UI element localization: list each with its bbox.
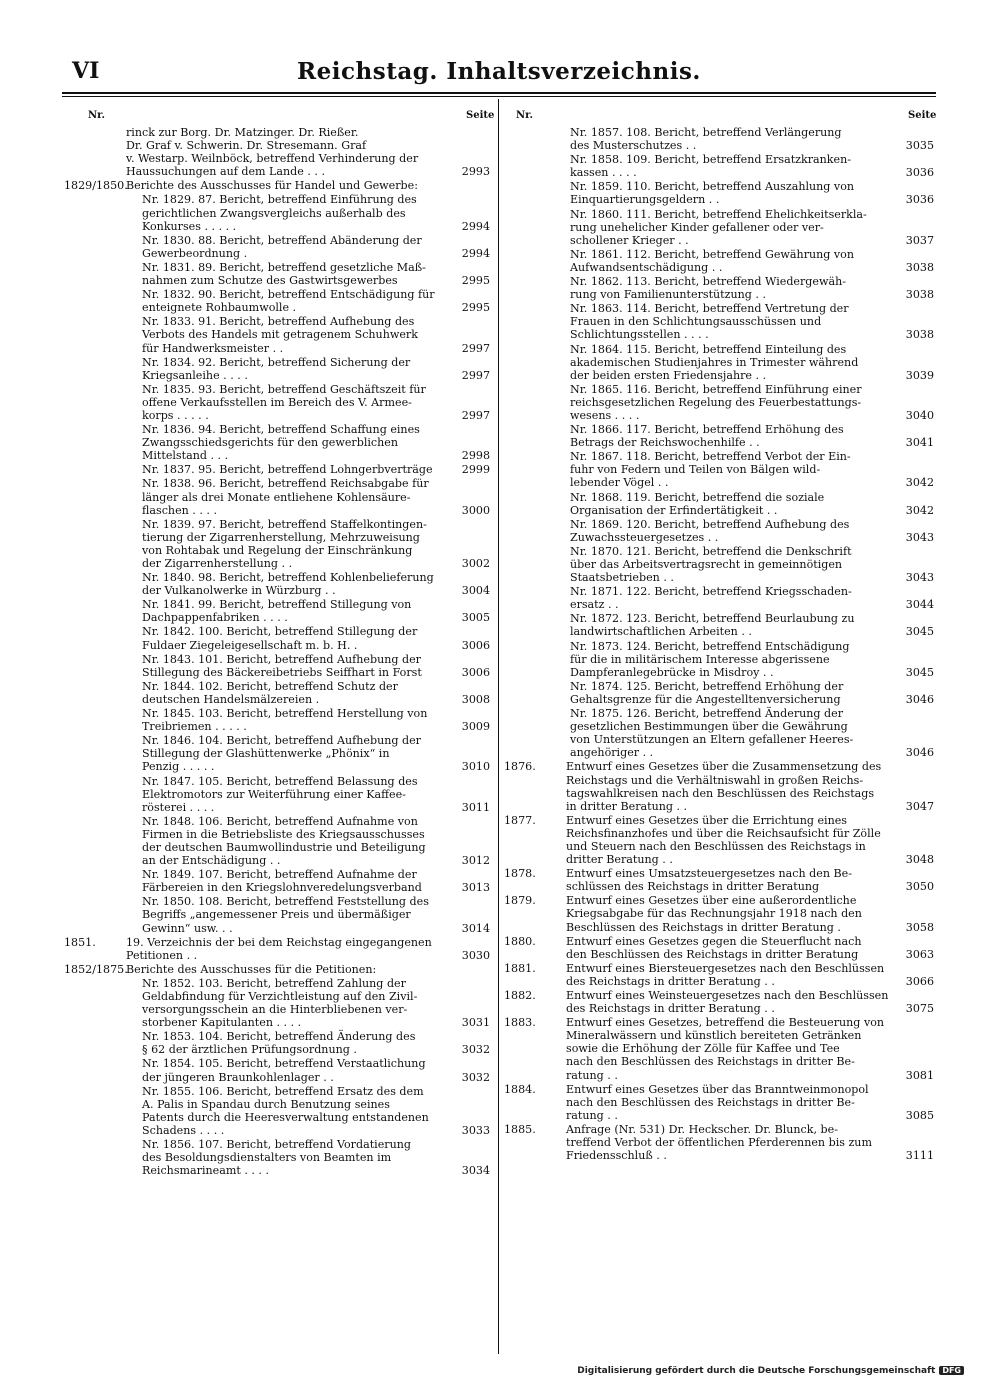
- entry-page-number: 2997: [450, 342, 490, 355]
- entry-page-number: 3058: [894, 921, 934, 934]
- entry-text: Entwurf eines Gesetzes über das Branntweinmonopol nach den Beschlüssen des Reichstags in dritter Be- ratung . .: [566, 1082, 869, 1122]
- page-header: [62, 56, 936, 92]
- entry-number: 1829/1850.: [64, 179, 128, 193]
- entry-text: Nr. 1848. 106. Bericht, betreffend Aufnahme von Firmen in die Betriebsliste des Kriegsausschusses der deutschen Baumwollindustrie und Beteiligung an der Entschädigung . .: [142, 814, 426, 868]
- entry-text: Nr. 1862. 113. Bericht, betreffend Wiedergewäh- rung von Familienunterstützung . .: [570, 275, 846, 302]
- entry-page-number: 3039: [894, 369, 934, 382]
- entry-text: Anfrage (Nr. 531) Dr. Heckscher. Dr. Blunck, be- treffend Verbot der öffentlichen Pferderennen bis zum Friedensschluß . .: [566, 1122, 872, 1163]
- entry-text: Nr. 1865. 116. Bericht, betreffend Einführung einer reichsgesetzlichen Regelung des Feuerbestattungs- wesens . . . .: [570, 382, 862, 422]
- entry-text: Nr. 1860. 111. Bericht, betreffend Ehelichkeitserkla- rung unehelicher Kinder gefallener oder ver- schollener Krieger . .: [570, 207, 867, 247]
- entry-page-number: 2997: [450, 369, 490, 382]
- entry-text: Nr. 1834. 92. Bericht, betreffend Sicherung der Kriegsanleihe . . . .: [142, 355, 411, 382]
- entry-text: Nr. 1866. 117. Bericht, betreffend Erhöhung des Betrags der Reichswochenhilfe . .: [570, 423, 844, 450]
- toc-entry: [504, 208, 934, 247]
- entry-text: Berichte des Ausschusses für Handel und Gewerbe:: [126, 179, 418, 193]
- entry-text: Entwurf eines Gesetzes, betreffend die Besteuerung von Mineralwässern und künstlich bereiteten Getränken sowie die Erhöhung der Zölle für Kaffee und Tee nach den Beschlüssen des Reichstags in dritter Be- ratung . .: [566, 1016, 885, 1082]
- entry-text: Nr. 1835. 93. Bericht, betreffend Geschäftszeit für offene Verkaufsstellen im Bereich des V. Armee- korps . . . . .: [142, 382, 426, 422]
- entry-page-number: 3002: [450, 557, 490, 570]
- entry-number: 1881.: [504, 961, 536, 975]
- entry-page-number: 3046: [894, 693, 934, 706]
- entry-page-number: 3042: [894, 504, 934, 517]
- toc-entry: [64, 126, 490, 178]
- toc-entry: [64, 518, 490, 570]
- entry-page-number: 3009: [450, 720, 490, 733]
- toc-entry: [504, 383, 934, 422]
- toc-entry: [64, 315, 490, 354]
- entry-page-number: 3031: [450, 1016, 490, 1029]
- entry-page-number: 3010: [450, 760, 490, 773]
- toc-entry: [64, 598, 490, 624]
- entry-text: Nr. 1864. 115. Bericht, betreffend Einteilung des akademischen Studienjahres in Trimester während der beiden ersten Friedensjahre . .: [570, 342, 859, 382]
- entry-page-number: 3012: [450, 854, 490, 867]
- entry-number: 1878.: [504, 867, 536, 881]
- entry-page-number: 2999: [450, 463, 490, 476]
- toc-entry: [64, 895, 490, 934]
- entry-text: Nr. 1847. 105. Bericht, betreffend Belassung des Elektromotors zur Weiterführung einer Kaffee- rösterei . . . .: [142, 774, 418, 814]
- entry-text: Entwurf eines Gesetzes über die Zusammensetzung des Reichstags und die Verhältniswahl in großen Reichs- tagswahlkreisen nach den Beschlüssen des Reichstags in dritter Beratung . .: [566, 760, 882, 813]
- entry-text: Nr. 1853. 104. Bericht, betreffend Änderung des § 62 der ärztlichen Prüfungsordnung .: [142, 1030, 416, 1057]
- entry-page-number: 3040: [894, 409, 934, 422]
- entry-text: Nr. 1843. 101. Bericht, betreffend Aufhebung der Stillegung des Bäckereibetriebs Seiffhart in Forst: [142, 652, 422, 679]
- dfg-logo: DFG: [939, 1366, 964, 1375]
- entry-page-number: 3081: [894, 1069, 934, 1082]
- toc-entry: [64, 193, 490, 232]
- entry-text: Entwurf eines Weinsteuergesetzes nach den Beschlüssen des Reichstags in dritter Beratung . .: [566, 989, 889, 1016]
- toc-entry: [64, 288, 490, 314]
- entry-text: Nr. 1867. 118. Bericht, betreffend Verbot der Ein- fuhr von Federn und Teilen von Bälgen wild- lebender Vögel . .: [570, 450, 851, 490]
- entry-text: Nr. 1841. 99. Bericht, betreffend Stillegung von Dachpappenfabriken . . . .: [142, 598, 412, 625]
- left-column: [64, 126, 490, 1178]
- entry-page-number: 3036: [894, 193, 934, 206]
- entry-text: Nr. 1850. 108. Bericht, betreffend Feststellung des Begriffs „angemessener Preis und übermäßiger Gewinn“ usw. . .: [142, 895, 429, 935]
- toc-entry: [64, 680, 490, 706]
- toc-entry: [504, 275, 934, 301]
- toc-entry: [504, 302, 934, 341]
- entry-page-number: 3011: [450, 801, 490, 814]
- toc-entry: [64, 1030, 490, 1056]
- toc-entry: [504, 989, 934, 1015]
- entry-text: Entwurf eines Gesetzes gegen die Steuerflucht nach den Beschlüssen des Reichstags in dritter Beratung: [566, 934, 862, 961]
- entry-page-number: 2998: [450, 449, 490, 462]
- toc-entry: [64, 936, 490, 962]
- toc-entry: [64, 868, 490, 894]
- entry-text: Nr. 1839. 97. Bericht, betreffend Staffelkontingen- tierung der Zigarrenherstellung, Mehrzuweisung von Rohtabak und Regelung der Einschränkung der Zigarrenherstellung . .: [142, 517, 427, 570]
- entry-page-number: 3033: [450, 1124, 490, 1137]
- toc-entry: [504, 248, 934, 274]
- toc-entry: [504, 491, 934, 517]
- entry-text: Nr. 1854. 105. Bericht, betreffend Verstaatlichung der jüngeren Braunkohlenlager . .: [142, 1057, 426, 1084]
- entry-number: 1851.: [64, 935, 96, 949]
- entry-text: Nr. 1832. 90. Bericht, betreffend Entschädigung für enteignete Rohbaumwolle .: [142, 288, 435, 315]
- entry-text: Nr. 1870. 121. Bericht, betreffend die Denkschrift über das Arbeitsvertragsrecht in gemeinnötigen Staatsbetrieben . .: [570, 544, 852, 585]
- toc-entry: [64, 356, 490, 382]
- entry-page-number: 3038: [894, 261, 934, 274]
- toc-entry: [504, 612, 934, 638]
- entry-number: 1883.: [504, 1016, 536, 1030]
- toc-entry: [64, 234, 490, 260]
- entry-page-number: 3004: [450, 584, 490, 597]
- toc-entry: [504, 640, 934, 679]
- entry-page-number: 3042: [894, 476, 934, 489]
- entry-page-number: 3030: [450, 949, 490, 962]
- entry-text: Nr. 1829. 87. Bericht, betreffend Einführung des gerichtlichen Zwangsvergleichs außerhalb des Konkurses . . . . .: [142, 193, 417, 233]
- entry-number: 1885.: [504, 1122, 536, 1136]
- toc-entry: [64, 963, 490, 976]
- entry-text: Nr. 1852. 103. Bericht, betreffend Zahlung der Geldabfindung für Verzichtleistung auf den Zivil- versorgungsschein an die Hinterbliebenen ver- storbener Kapitulanten . . . .: [142, 976, 418, 1030]
- entry-page-number: 3036: [894, 166, 934, 179]
- entry-text: Nr. 1837. 95. Bericht, betreffend Lohngerbverträge: [142, 463, 433, 477]
- toc-entry: [64, 653, 490, 679]
- entry-text: Nr. 1874. 125. Bericht, betreffend Erhöhung der Gehaltsgrenze für die Angestelltenversicherung: [570, 679, 844, 706]
- entry-page-number: 3000: [450, 504, 490, 517]
- column-divider: [498, 99, 499, 1354]
- left-seite-label: Seite: [466, 110, 495, 121]
- entry-text: Nr. 1873. 124. Bericht, betreffend Entschädigung für die in militärischem Interesse abgerissene Dampferanlegebrücke in Misdroy . .: [570, 639, 850, 679]
- footer-credit: [577, 1366, 964, 1376]
- entry-text: Nr. 1868. 119. Bericht, betreffend die soziale Organisation der Erfindertätigkeit . .: [570, 490, 825, 517]
- entry-page-number: 3046: [894, 746, 934, 759]
- entry-text: Entwurf eines Biersteuergesetzes nach den Beschlüssen des Reichstags in dritter Beratung . .: [566, 961, 885, 988]
- toc-entry: [64, 707, 490, 733]
- entry-text: Entwurf eines Gesetzes über eine außerordentliche Kriegsabgabe für das Rechnungsjahr 1918 nach den Beschlüssen des Reichstags in dritter Beratung .: [566, 894, 862, 934]
- entry-text: Nr. 1863. 114. Bericht, betreffend Vertretung der Frauen in den Schlichtungsausschüssen und Schlichtungsstellen . . . .: [570, 302, 849, 342]
- entry-text: Nr. 1838. 96. Bericht, betreffend Reichsabgabe für länger als drei Monate entliehene Kohlensäure- flaschen . . . .: [142, 477, 429, 517]
- toc-entry: [64, 775, 490, 814]
- toc-entry: [64, 261, 490, 287]
- toc-entry: [64, 1138, 490, 1177]
- left-nr-label: Nr.: [88, 110, 105, 121]
- toc-entry: [504, 1016, 934, 1081]
- entry-text: Nr. 1871. 122. Bericht, betreffend Kriegsschaden- ersatz . .: [570, 585, 852, 612]
- entry-page-number: 3037: [894, 234, 934, 247]
- toc-entry: [504, 935, 934, 961]
- entry-page-number: 3032: [450, 1043, 490, 1056]
- entry-text: Nr. 1840. 98. Bericht, betreffend Kohlenbelieferung der Vulkanolwerke in Würzburg . .: [142, 571, 434, 598]
- toc-entry: [504, 126, 934, 152]
- entry-number: 1880.: [504, 934, 536, 948]
- entry-text: Nr. 1857. 108. Bericht, betreffend Verlängerung des Musterschutzes . .: [570, 126, 842, 153]
- entry-text: Nr. 1861. 112. Bericht, betreffend Gewährung von Aufwandsentschädigung . .: [570, 247, 855, 274]
- entry-page-number: 3038: [894, 328, 934, 341]
- header-rule-top: [62, 92, 936, 94]
- toc-entry: [64, 1085, 490, 1137]
- entry-page-number: 2997: [450, 409, 490, 422]
- entry-number: 1882.: [504, 989, 536, 1002]
- toc-entry: [504, 894, 934, 933]
- toc-entry: [504, 962, 934, 988]
- entry-page-number: 3111: [894, 1149, 934, 1162]
- entry-number: 1852/1875.: [64, 962, 128, 976]
- toc-entry: [504, 545, 934, 584]
- toc-entry: [64, 625, 490, 651]
- entry-page-number: 3043: [894, 571, 934, 584]
- entry-text: Nr. 1844. 102. Bericht, betreffend Schutz der deutschen Handelsmälzereien .: [142, 679, 398, 706]
- toc-entry: [504, 707, 934, 759]
- entry-page-number: 2994: [450, 220, 490, 233]
- entry-text: Nr. 1836. 94. Bericht, betreffend Schaffung eines Zwangsschiedsgerichts für den gewerblichen Mittelstand . . .: [142, 423, 420, 463]
- entry-page-number: 3006: [450, 666, 490, 679]
- entry-page-number: 3006: [450, 639, 490, 652]
- footer-text: Digitalisierung gefördert durch die Deutsche Forschungsgemeinschaft: [577, 1366, 936, 1376]
- toc-entry: [64, 977, 490, 1029]
- entry-page-number: 3034: [450, 1164, 490, 1177]
- toc-entry: [504, 1123, 934, 1162]
- entry-page-number: 3038: [894, 288, 934, 301]
- toc-entry: [64, 383, 490, 422]
- entry-page-number: 3035: [894, 139, 934, 152]
- entry-page-number: 2993: [450, 165, 490, 178]
- entry-text: Nr. 1831. 89. Bericht, betreffend gesetzliche Maß- nahmen zum Schutze des Gastwirtsgewerbes: [142, 260, 426, 288]
- entry-text: Nr. 1869. 120. Bericht, betreffend Aufhebung des Zuwachssteuergesetzes . .: [570, 517, 850, 544]
- right-column: [504, 126, 934, 1163]
- entry-text: Berichte des Ausschusses für die Petitionen:: [126, 962, 377, 976]
- entry-text: Nr. 1830. 88. Bericht, betreffend Abänderung der Gewerbeordnung .: [142, 233, 422, 260]
- toc-entry: [504, 814, 934, 866]
- toc-entry: [504, 1083, 934, 1122]
- entry-page-number: 2994: [450, 247, 490, 260]
- page-number: VI: [72, 58, 100, 84]
- entry-page-number: 3044: [894, 598, 934, 611]
- entry-number: 1877.: [504, 813, 536, 827]
- toc-entry: [504, 343, 934, 382]
- entry-text: Nr. 1846. 104. Bericht, betreffend Aufhebung der Stillegung der Glashüttenwerke „Phönix“ in Penzig . . . . .: [142, 734, 421, 774]
- entry-page-number: 3048: [894, 853, 934, 866]
- entry-page-number: 3005: [450, 611, 490, 624]
- entry-text: Nr. 1855. 106. Bericht, betreffend Ersatz des dem A. Palis in Spandau durch Benutzung seines Patents durch die Heeresverwaltung entstandenen Schadens . . . .: [142, 1084, 429, 1137]
- header-rule-bottom: [62, 96, 936, 97]
- entry-text: Nr. 1842. 100. Bericht, betreffend Stillegung der Fuldaer Ziegeleigesellschaft m. b. H. .: [142, 625, 418, 652]
- entry-text: Nr. 1849. 107. Bericht, betreffend Aufnahme der Färbereien in den Kriegslohnveredelungsverband: [142, 868, 422, 895]
- toc-entry: [504, 760, 934, 812]
- toc-entry: [504, 153, 934, 179]
- entry-page-number: 3085: [894, 1109, 934, 1122]
- toc-entry: [504, 518, 934, 544]
- page-title: Reichstag. Inhaltsverzeichnis.: [297, 58, 701, 85]
- toc-entry: [504, 585, 934, 611]
- entry-page-number: 2995: [450, 301, 490, 314]
- entry-page-number: 3013: [450, 881, 490, 894]
- entry-text: rinck zur Borg. Dr. Matzinger. Dr. Rießer. Dr. Graf v. Schwerin. Dr. Stresemann. Graf v. Westarp. Weilnböck, betreffend Verhinderung der Haussuchungen auf dem Lande . . .: [126, 126, 419, 179]
- entry-number: 1884.: [504, 1082, 536, 1096]
- toc-entry: [64, 815, 490, 867]
- entry-page-number: 3045: [894, 666, 934, 679]
- toc-entry: [64, 571, 490, 597]
- entry-page-number: 3047: [894, 800, 934, 813]
- entry-page-number: 3032: [450, 1071, 490, 1084]
- entry-text: Nr. 1856. 107. Bericht, betreffend Vordatierung des Besoldungsdienstalters von Beamten im Reichsmarineamt . . . .: [142, 1138, 411, 1178]
- entry-text: Nr. 1845. 103. Bericht, betreffend Herstellung von Treibriemen . . . . .: [142, 707, 428, 734]
- entry-text: Nr. 1833. 91. Bericht, betreffend Aufhebung des Verbots des Handels mit getragenem Schuhwerk für Handwerksmeister . .: [142, 315, 418, 355]
- toc-entry: [64, 1057, 490, 1083]
- entry-page-number: 3043: [894, 531, 934, 544]
- toc-entry: [64, 179, 490, 192]
- entry-text: Entwurf eines Umsatzsteuergesetzes nach den Be- schlüssen des Reichstags in dritter Beratung: [566, 867, 852, 894]
- entry-text: Nr. 1859. 110. Bericht, betreffend Auszahlung von Einquartierungsgeldern . .: [570, 180, 855, 207]
- toc-entry: [64, 463, 490, 476]
- entry-page-number: 3041: [894, 436, 934, 449]
- toc-entry: [64, 734, 490, 773]
- entry-text: Nr. 1872. 123. Bericht, betreffend Beurlaubung zu landwirtschaftlichen Arbeiten . .: [570, 612, 855, 639]
- entry-number: 1876.: [504, 760, 536, 774]
- entry-text: Nr. 1875. 126. Bericht, betreffend Änderung der gesetzlichen Bestimmungen über die Gewährung von Unterstützungen an Eltern gefallener Heeres- angehöriger . .: [570, 707, 854, 760]
- entry-page-number: 3075: [894, 1002, 934, 1015]
- entry-page-number: 3066: [894, 975, 934, 988]
- toc-entry: [504, 680, 934, 706]
- right-seite-label: Seite: [908, 110, 937, 121]
- entry-page-number: 3063: [894, 948, 934, 961]
- toc-entry: [504, 180, 934, 206]
- entry-text: Nr. 1858. 109. Bericht, betreffend Ersatzkranken- kassen . . . .: [570, 153, 851, 180]
- toc-entry: [64, 423, 490, 462]
- entry-page-number: 3014: [450, 922, 490, 935]
- entry-page-number: 3050: [894, 880, 934, 893]
- entry-page-number: 3045: [894, 625, 934, 638]
- entry-page-number: 2995: [450, 274, 490, 287]
- entry-number: 1879.: [504, 894, 536, 908]
- toc-entry: [64, 477, 490, 516]
- entry-text: Entwurf eines Gesetzes über die Errichtung eines Reichsfinanzhofes und über die Reichsaufsicht für Zölle und Steuern nach den Beschlüssen des Reichstags in dritter Beratung . .: [566, 813, 881, 867]
- toc-entry: [504, 423, 934, 449]
- entry-page-number: 3008: [450, 693, 490, 706]
- right-nr-label: Nr.: [516, 110, 533, 121]
- toc-entry: [504, 450, 934, 489]
- toc-entry: [504, 867, 934, 893]
- entry-text: 19. Verzeichnis der bei dem Reichstag eingegangenen Petitionen . .: [126, 935, 432, 962]
